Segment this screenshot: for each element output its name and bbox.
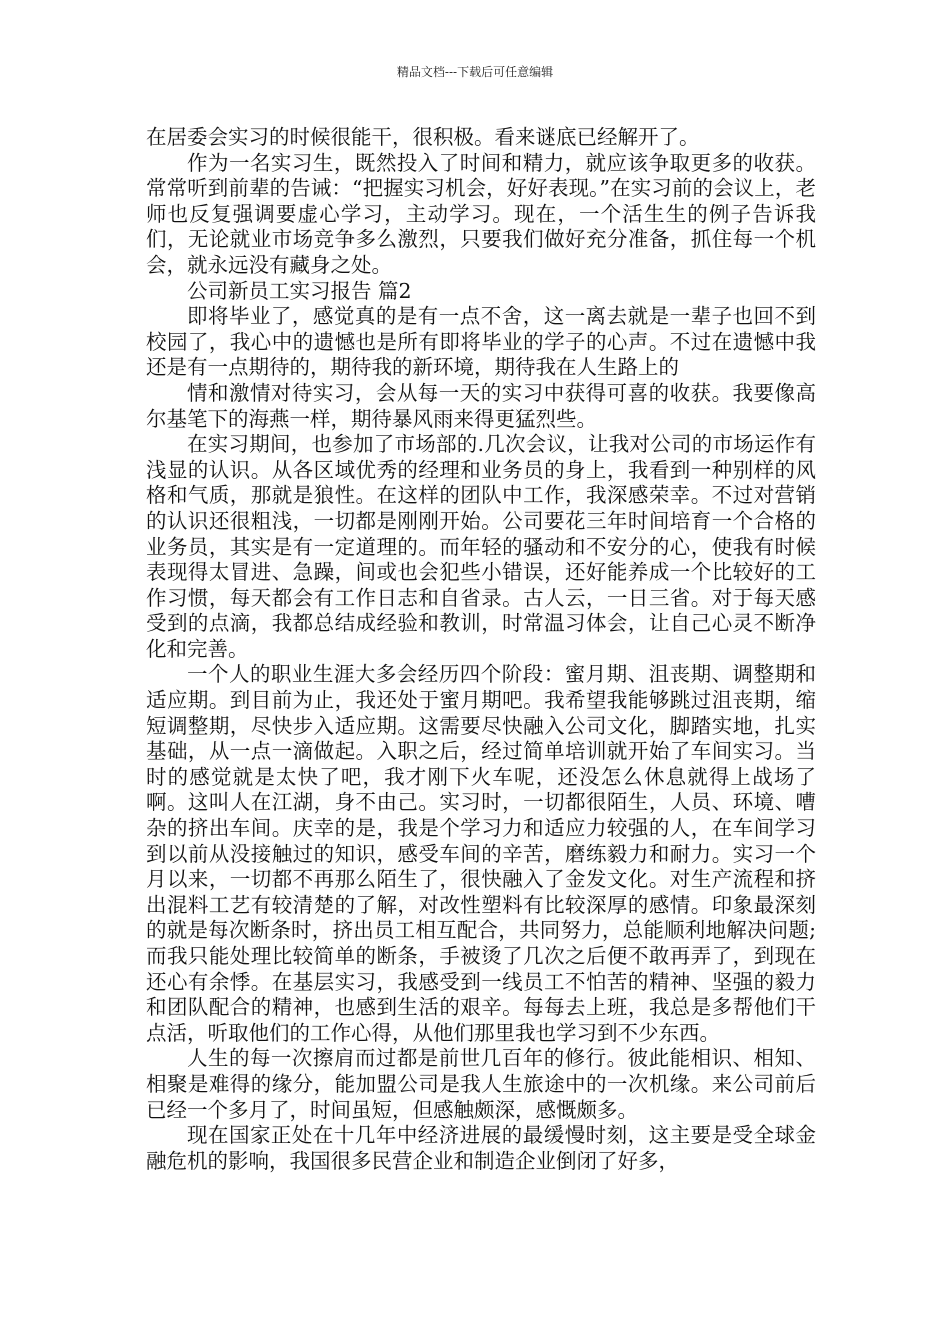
document-body — [146, 125, 816, 1174]
section-heading: 公司新员工实习报告 篇2 — [187, 278, 412, 303]
paragraph: 一个人的职业生涯大多会经历四个阶段：蜜月期、沮丧期、调整期和适应期。到目前为止，我还处于蜜月期吧。我希望我能够跳过沮丧期，缩短调整期，尽快步入适应期。这需要尽快融入公司文化，脚踏实地，扎实基础，从一点一滴做起。入职之后，经过简单培训就开始了车间实习。当时的感觉就是太快了吧，我才刚下火车呢，还没怎么休息就得上战场了啊。这叫人在江湖，身不由己。实习时，一切都很陌生，人员、环境、嘈杂的挤出车间。庆幸的是，我是个学习力和适应力较强的人，在车间学习到以前从没接触过的知识，感受车间的辛苦，磨练毅力和耐力。实习一个月以来，一切都不再那么陌生了，很快融入了金发文化。对生产流程和挤出混料工艺有较清楚的了解，对改性塑料有比较深厚的感情。印象最深刻的就是每次断条时，挤出员工相互配合，共同努力，总能顺利地解决问题;而我只能处理比较简单的断条，手被烫了几次之后便不敢再弄了，到现在还心有余悸。在基层实习，我感受到一线员工不怕苦的精神、坚强的毅力和团队配合的精神，也感到生活的艰辛。每每去上班，我总是多帮他们干点活，听取他们的工作心得，从他们那里我也学习到不少东西。 — [146, 662, 816, 1045]
paragraph: 在居委会实习的时候很能干，很积极。看来谜底已经解开了。 — [146, 125, 700, 149]
paragraph: 人生的每一次擦肩而过都是前世几百年的修行。彼此能相识、相知、相聚是难得的缘分，能加盟公司是我人生旅途中的一次机缘。来公司前后已经一个多月了，时间虽短，但感触颇深，感慨颇多。 — [146, 1046, 816, 1122]
paragraph: 作为一名实习生，既然投入了时间和精力，就应该争取更多的收获。常常听到前辈的告诫：“把握实习机会，好好表现。”在实习前的会议上，老师也反复强调要虚心学习，主动学习。现在，一个活生生的例子告诉我们，无论就业市场竞争多么激烈，只要我们做好充分准备，抓住每一个机会，就永远没有藏身之处。 — [146, 150, 816, 277]
page-header: 精品文档---下载后可任意编辑 — [396, 65, 554, 79]
paragraph: 在实习期间，也参加了市场部的.几次会议，让我对公司的市场运作有浅显的认识。从各区域优秀的经理和业务员的身上，我看到一种别样的风格和气质，那就是狼性。在这样的团队中工作，我深感荣幸。不过对营销的认识还很粗浅，一切都是刚刚开始。公司要花三年时间培育一个合格的业务员，其实是有一定道理的。而年轻的骚动和不安分的心，使我有时候表现得太冒进、急躁，间或也会犯些小错误，还好能养成一个比较好的工作习惯，每天都会有工作日志和自省录。古人云，一日三省。对于每天感受到的点滴，我都总结成经验和教训，时常温习体会，让自己心灵不断净化和完善。 — [146, 432, 816, 661]
paragraph: 即将毕业了，感觉真的是有一点不舍，这一离去就是一辈子也回不到校园了，我心中的遗憾也是所有即将毕业的学子的心声。不过在遗憾中我还是有一点期待的，期待我的新环境，期待我在人生路上的 — [146, 304, 816, 380]
paragraph: 现在国家正处在十几年中经济进展的最缓慢时刻，这主要是受全球金融危机的影响，我国很多民营企业和制造企业倒闭了好多， — [146, 1123, 816, 1173]
paragraph: 情和激情对待实习，会从每一天的实习中获得可喜的收获。我要像高尔基笔下的海燕一样，期待暴风雨来得更猛烈些。 — [146, 380, 816, 431]
